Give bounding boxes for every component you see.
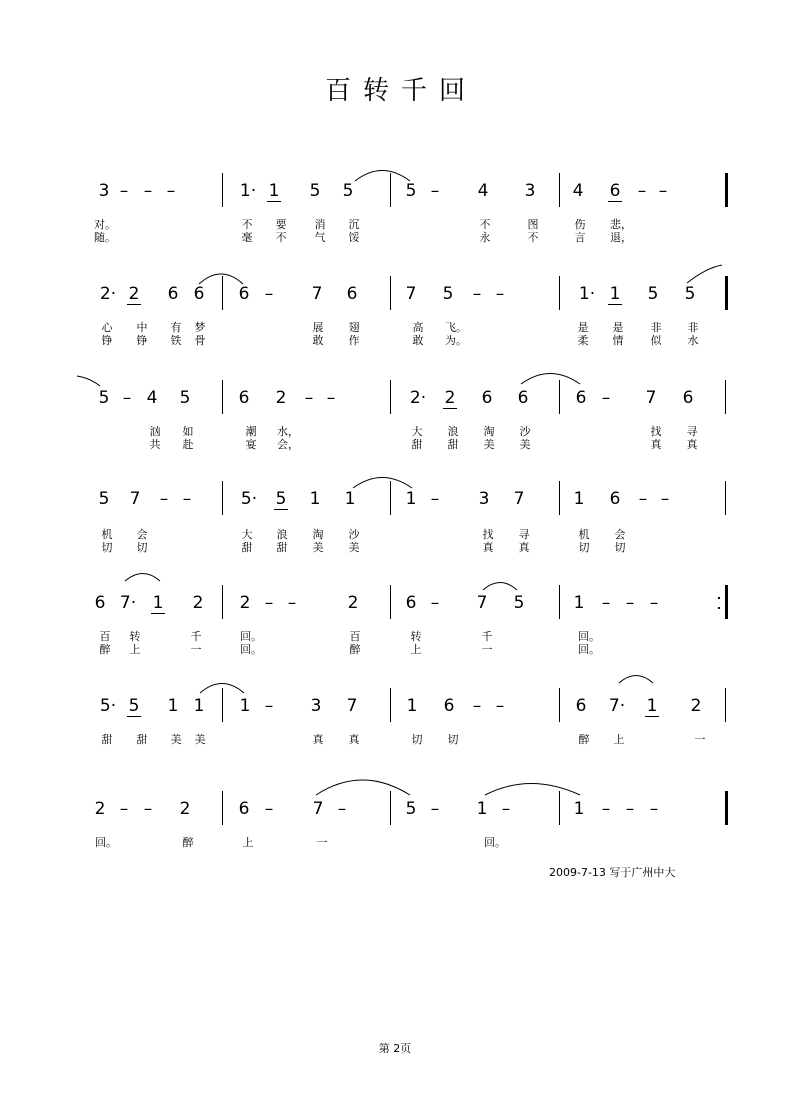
lyric: 会， (277, 438, 299, 451)
barline (390, 276, 391, 310)
note: – (472, 284, 482, 304)
lyric: 甜 (241, 541, 253, 554)
note: – (122, 388, 132, 408)
lyric: 潮 (245, 425, 257, 438)
note: 1 (309, 489, 321, 509)
note: 7 (513, 489, 525, 509)
note: 3 (98, 181, 110, 201)
note: – (326, 388, 336, 408)
note: 3 (310, 696, 322, 716)
note: 1 (573, 489, 585, 509)
note: 3 (478, 489, 490, 509)
note: 6 (167, 284, 179, 304)
song-title: 百转千回 (324, 76, 477, 106)
lyric: 铁 (170, 334, 182, 347)
note: 2 (347, 593, 359, 613)
lyric: 骨 (194, 334, 206, 347)
note: 2 (192, 593, 204, 613)
lyric: 切 (614, 541, 626, 554)
lyric: 不 (241, 218, 253, 231)
lyric: 共 (149, 438, 161, 451)
barline (559, 688, 560, 722)
note: 5 (98, 388, 110, 408)
repeat-dot (718, 597, 720, 599)
barline (559, 173, 560, 207)
note: 7 (645, 388, 657, 408)
note: 5 (128, 696, 140, 716)
lyric: 赴 (182, 438, 194, 451)
lyric: 甜 (136, 733, 148, 746)
lyric: 悲， (610, 218, 632, 231)
note: – (625, 593, 635, 613)
note: – (143, 181, 153, 201)
lyric: 甜 (101, 733, 113, 746)
barline (390, 380, 391, 414)
lyric: 切 (136, 541, 148, 554)
note: 2 (275, 388, 287, 408)
lyric: 美 (312, 541, 324, 554)
lyric: 伤 (574, 218, 586, 231)
lyric: 上 (242, 836, 254, 849)
lyric: 回。 (578, 630, 600, 643)
lyric: 毫 (241, 231, 253, 244)
note: 2· (99, 284, 117, 304)
note: – (119, 799, 129, 819)
note: 1· (578, 284, 596, 304)
note: – (660, 489, 670, 509)
note: 5 (342, 181, 354, 201)
slur (483, 583, 517, 591)
note: 1 (573, 799, 585, 819)
note: 5 (647, 284, 659, 304)
note: 5 (405, 799, 417, 819)
note: – (337, 799, 347, 819)
lyric: 美 (519, 438, 531, 451)
lyric: 沙 (348, 528, 360, 541)
lyric: 甜 (276, 541, 288, 554)
barline (390, 791, 391, 825)
lyric: 情 (612, 334, 624, 347)
note: – (625, 799, 635, 819)
note: 5 (442, 284, 454, 304)
end-barline (725, 791, 728, 825)
lyric: 梦 (194, 321, 206, 334)
lyric: 一 (481, 643, 493, 656)
note: – (495, 284, 505, 304)
note: 1 (476, 799, 488, 819)
lyric: 宴 (245, 438, 257, 451)
lyric: 馁 (348, 231, 360, 244)
note: 7· (608, 696, 626, 716)
lyric: 回。 (95, 836, 117, 849)
barline (725, 380, 726, 414)
lyric: 转 (129, 630, 141, 643)
lyric: 言 (574, 231, 586, 244)
note: – (638, 489, 648, 509)
note: 2· (409, 388, 427, 408)
lyric: 铮 (101, 334, 113, 347)
lyric: 真 (686, 438, 698, 451)
lyric: 一 (694, 733, 706, 746)
lyric: 回。 (240, 643, 262, 656)
lyric: 淘 (312, 528, 324, 541)
note: 5 (309, 181, 321, 201)
lyric: 不 (479, 218, 491, 231)
note: 5 (275, 489, 287, 509)
lyric: 醉 (99, 643, 111, 656)
lyric: 似 (650, 334, 662, 347)
repeat-dot (718, 607, 720, 609)
lyric: 会 (614, 528, 626, 541)
note: 6 (481, 388, 493, 408)
lyric: 切 (411, 733, 423, 746)
note: 6 (94, 593, 106, 613)
lyric: 上 (613, 733, 625, 746)
barline (725, 481, 726, 515)
lyric: 上 (129, 643, 141, 656)
lyric: 甜 (411, 438, 423, 451)
lyric: 永 (479, 231, 491, 244)
note: 5· (240, 489, 258, 509)
lyric: 要 (275, 218, 287, 231)
note: 6 (193, 284, 205, 304)
lyric: 机 (578, 528, 590, 541)
lyric: 真 (518, 541, 530, 554)
note: 6 (609, 489, 621, 509)
lyric: 真 (650, 438, 662, 451)
lyric: 上 (410, 643, 422, 656)
slur (353, 478, 412, 489)
lyric: 作 (348, 334, 360, 347)
lyric: 如 (182, 425, 194, 438)
barline (222, 173, 223, 207)
note: 2 (444, 388, 456, 408)
note: – (264, 593, 274, 613)
end-barline (725, 585, 728, 619)
note: 5 (405, 181, 417, 201)
lyric: 沉 (348, 218, 360, 231)
note: 7 (311, 284, 323, 304)
lyric: 一 (190, 643, 202, 656)
note: – (637, 181, 647, 201)
lyric: 真 (482, 541, 494, 554)
note: 6 (238, 388, 250, 408)
note: – (119, 181, 129, 201)
lyric: 百 (349, 630, 361, 643)
note: – (264, 284, 274, 304)
barline (390, 585, 391, 619)
note: 4 (572, 181, 584, 201)
lyric: 寻 (518, 528, 530, 541)
lyric: 百 (99, 630, 111, 643)
note: – (501, 799, 511, 819)
lyric: 翅 (348, 321, 360, 334)
lyric: 是 (612, 321, 624, 334)
slur (521, 374, 580, 385)
note: 1 (646, 696, 658, 716)
lyric: 消 (314, 218, 326, 231)
note: 4 (146, 388, 158, 408)
note: 6 (575, 388, 587, 408)
note: – (159, 489, 169, 509)
end-barline (725, 173, 728, 207)
note: – (649, 799, 659, 819)
note: 7· (119, 593, 137, 613)
note: 2 (690, 696, 702, 716)
lyric: 为。 (445, 334, 467, 347)
slur (485, 784, 580, 796)
lyric: 千 (481, 630, 493, 643)
lyric: 敢 (312, 334, 324, 347)
lyric: 美 (194, 733, 206, 746)
note: – (166, 181, 176, 201)
lyric: 美 (170, 733, 182, 746)
note: 2 (179, 799, 191, 819)
note: – (601, 799, 611, 819)
lyric: 美 (348, 541, 360, 554)
note: 1 (344, 489, 356, 509)
lyric: 美 (483, 438, 495, 451)
lyric: 汹 (149, 425, 161, 438)
note: – (472, 696, 482, 716)
barline (725, 688, 726, 722)
lyric: 不 (527, 231, 539, 244)
lyric: 切 (578, 541, 590, 554)
barline (559, 791, 560, 825)
note: 1 (405, 489, 417, 509)
lyric: 淘 (483, 425, 495, 438)
note: 1 (609, 284, 621, 304)
barline (222, 276, 223, 310)
barline (390, 688, 391, 722)
lyric: 大 (411, 425, 423, 438)
note: – (304, 388, 314, 408)
lyric: 心 (101, 321, 113, 334)
note: 1 (406, 696, 418, 716)
lyric: 水， (277, 425, 299, 438)
lyric: 甜 (447, 438, 459, 451)
lyric: 非 (650, 321, 662, 334)
lyric: 退， (610, 231, 632, 244)
date-note: 2009-7-13 写于广州中大 (549, 866, 676, 879)
lyric: 飞。 (445, 321, 467, 334)
lyric: 对。 (94, 218, 116, 231)
barline (559, 276, 560, 310)
lyric: 大 (241, 528, 253, 541)
end-barline (725, 276, 728, 310)
lyric: 不 (275, 231, 287, 244)
note: – (658, 181, 668, 201)
lyric: 高 (412, 321, 424, 334)
lyric: 柔 (577, 334, 589, 347)
lyric: 图 (527, 218, 539, 231)
note: 6 (238, 284, 250, 304)
note: 2 (128, 284, 140, 304)
slur (619, 676, 653, 684)
note: 7 (346, 696, 358, 716)
note: 2 (94, 799, 106, 819)
note: 5· (99, 696, 117, 716)
lyric: 切 (447, 733, 459, 746)
note: 1 (573, 593, 585, 613)
note: 7 (312, 799, 324, 819)
lyric: 机 (101, 528, 113, 541)
lyric: 回。 (240, 630, 262, 643)
barline (222, 688, 223, 722)
note: – (430, 593, 440, 613)
lyric: 敢 (412, 334, 424, 347)
note: – (264, 799, 274, 819)
barline (559, 380, 560, 414)
note: 2 (239, 593, 251, 613)
note: 1 (193, 696, 205, 716)
note: 4 (477, 181, 489, 201)
note: – (601, 593, 611, 613)
lyric: 中 (136, 321, 148, 334)
lyric: 找 (482, 528, 494, 541)
slur (77, 376, 100, 386)
slur (199, 274, 243, 284)
lyric: 转 (410, 630, 422, 643)
barline (559, 481, 560, 515)
note: 7 (476, 593, 488, 613)
note: 3 (524, 181, 536, 201)
lyric: 气 (314, 231, 326, 244)
slur (355, 171, 410, 182)
note: 6 (517, 388, 529, 408)
page-number: 第 2页 (378, 1042, 412, 1055)
lyric: 展 (312, 321, 324, 334)
lyric: 真 (348, 733, 360, 746)
note: 7 (405, 284, 417, 304)
note: 1 (268, 181, 280, 201)
lyric: 浪 (447, 425, 459, 438)
barline (390, 173, 391, 207)
lyric: 真 (312, 733, 324, 746)
note: 6 (346, 284, 358, 304)
barline (222, 380, 223, 414)
note: 1 (167, 696, 179, 716)
lyric: 醉 (578, 733, 590, 746)
note: 6 (575, 696, 587, 716)
lyric: 沙 (519, 425, 531, 438)
note: – (182, 489, 192, 509)
note: – (430, 181, 440, 201)
lyric: 千 (190, 630, 202, 643)
note: 1 (239, 696, 251, 716)
note: 5 (513, 593, 525, 613)
note: 6 (238, 799, 250, 819)
lyric: 随。 (94, 231, 116, 244)
note: 6 (609, 181, 621, 201)
slur (687, 265, 722, 283)
lyric: 寻 (686, 425, 698, 438)
barline (559, 585, 560, 619)
lyric: 回。 (484, 836, 506, 849)
note: 7 (129, 489, 141, 509)
note: – (143, 799, 153, 819)
slur (316, 780, 410, 795)
lyric: 会 (136, 528, 148, 541)
lyric: 水 (687, 334, 699, 347)
note: – (430, 799, 440, 819)
note: 6 (405, 593, 417, 613)
lyric: 醉 (349, 643, 361, 656)
note: 5 (98, 489, 110, 509)
note: – (264, 696, 274, 716)
note: 6 (682, 388, 694, 408)
lyric: 是 (577, 321, 589, 334)
barline (390, 481, 391, 515)
lyric: 浪 (276, 528, 288, 541)
lyric: 找 (650, 425, 662, 438)
slur (125, 574, 160, 582)
note: – (601, 388, 611, 408)
note: 1· (239, 181, 257, 201)
note: 5 (179, 388, 191, 408)
note: – (649, 593, 659, 613)
note: – (287, 593, 297, 613)
note: 1 (152, 593, 164, 613)
barline (222, 481, 223, 515)
barline (222, 585, 223, 619)
lyric: 一 (316, 836, 328, 849)
note: – (495, 696, 505, 716)
note: 6 (443, 696, 455, 716)
lyric: 非 (687, 321, 699, 334)
note: – (430, 489, 440, 509)
lyric: 铮 (136, 334, 148, 347)
lyric: 有 (170, 321, 182, 334)
lyric: 切 (101, 541, 113, 554)
lyric: 回。 (578, 643, 600, 656)
note: 5 (684, 284, 696, 304)
barline (222, 791, 223, 825)
lyric: 醉 (182, 836, 194, 849)
